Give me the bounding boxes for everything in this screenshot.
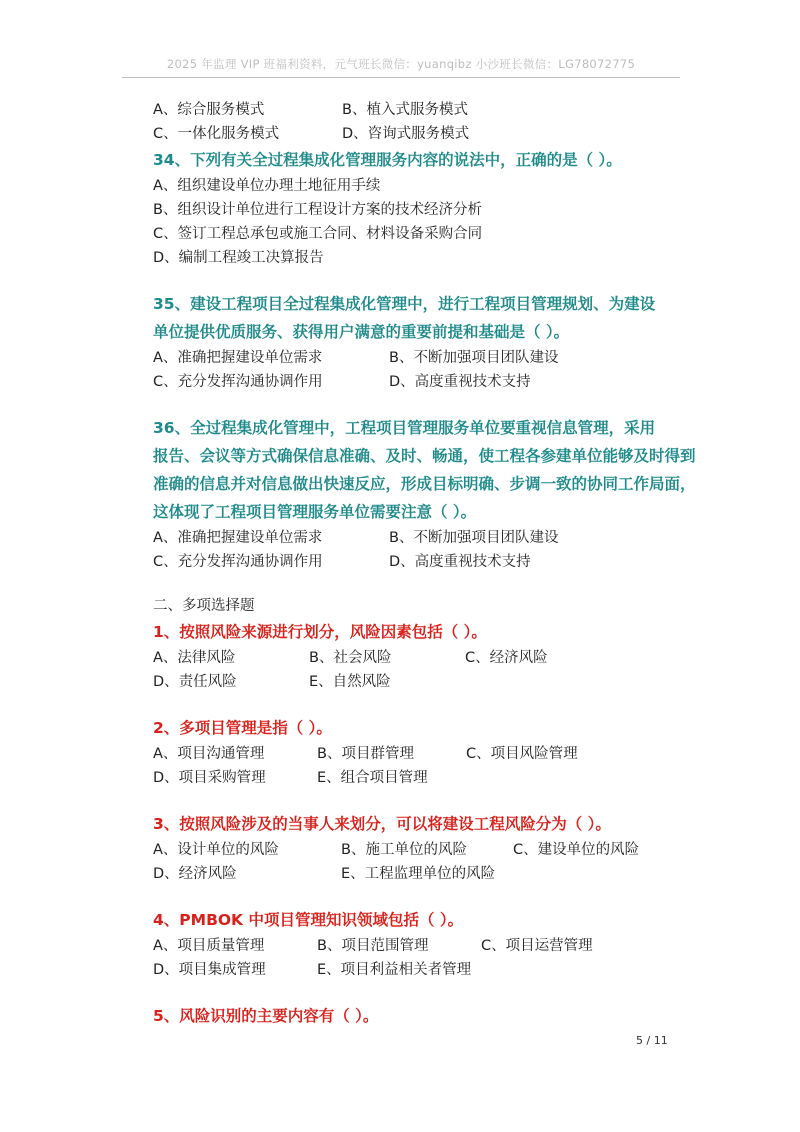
q35-option-d: D、高度重视技术支持	[389, 374, 531, 390]
q34-option-a: A、组织建设单位办理土地征用手续	[153, 178, 381, 194]
m2-option-e: E、组合项目管理	[317, 770, 428, 786]
q35-option-c: C、充分发挥沟通协调作用	[153, 374, 323, 390]
m2-stem: 2、多项目管理是指（ ）。	[153, 719, 332, 737]
m3-option-c: C、建设单位的风险	[513, 842, 640, 858]
q33-option-c: C、一体化服务模式	[153, 126, 280, 142]
m2-options-row-2	[153, 766, 693, 790]
q36-stem-line-2: 报告、会议等方式确保信息准确、及时、畅通，使工程各参建单位能够及时得到	[153, 447, 696, 465]
q34-option-d: D、编制工程竣工决算报告	[153, 250, 324, 266]
q36-option-a: A、准确把握建设单位需求	[153, 530, 323, 546]
q35-stem-line-1: 35、建设工程项目全过程集成化管理中，进行工程项目管理规划、为建设	[153, 295, 656, 313]
m2-option-b: B、项目群管理	[317, 746, 414, 762]
m1-option-b: B、社会风险	[309, 650, 392, 666]
m1-option-e: E、自然风险	[309, 674, 391, 690]
m1-option-d: D、责任风险	[153, 674, 237, 690]
q33-options-row-2	[153, 122, 693, 146]
q35-stem-line-2: 单位提供优质服务、获得用户满意的重要前提和基础是（ ）。	[153, 323, 570, 341]
m3-option-b: B、施工单位的风险	[341, 842, 467, 858]
q35-option-b: B、不断加强项目团队建设	[389, 350, 559, 366]
q36-options-row-2	[153, 550, 693, 574]
q33-options-row-1	[153, 98, 693, 122]
m1-options-row-1	[153, 646, 693, 670]
m2-options-row-1	[153, 742, 693, 766]
m2-option-a: A、项目沟通管理	[153, 746, 265, 762]
m4-option-c: C、项目运营管理	[481, 938, 593, 954]
m3-options-row-2	[153, 862, 693, 886]
q36-stem-line-3: 准确的信息并对信息做出快速反应，形成目标明确、步调一致的协同工作局面，	[153, 475, 696, 493]
page-number: 5 / 11	[636, 1034, 668, 1047]
m1-option-c: C、经济风险	[465, 650, 548, 666]
m3-option-e: E、工程监理单位的风险	[341, 866, 496, 882]
m3-option-a: A、设计单位的风险	[153, 842, 279, 858]
m3-stem: 3、按照风险涉及的当事人来划分，可以将建设工程风险分为（ ）。	[153, 815, 611, 833]
header-divider	[122, 77, 680, 78]
section-title: 二、多项选择题	[153, 598, 255, 614]
m3-options-row-1	[153, 838, 693, 862]
document-body	[153, 98, 696, 1030]
m4-option-b: B、项目范围管理	[317, 938, 429, 954]
m4-option-e: E、项目利益相关者管理	[317, 962, 472, 978]
page-header: 2025 年监理 VIP 班福利资料，元气班长微信：yuanqibz 小沙班长微信：LG78072775	[166, 57, 636, 71]
q35-options-row-1	[153, 346, 693, 370]
q34-option-c: C、签订工程总承包或施工合同、材料设备采购合同	[153, 226, 483, 242]
q36-stem-line-1: 36、全过程集成化管理中，工程项目管理服务单位要重视信息管理，采用	[153, 419, 656, 437]
m4-options-row-1	[153, 934, 693, 958]
q36-option-d: D、高度重视技术支持	[389, 554, 531, 570]
m3-option-d: D、经济风险	[153, 866, 237, 882]
m5-stem: 5、风险识别的主要内容有（ ）。	[153, 1007, 379, 1025]
m4-options-row-2	[153, 958, 693, 982]
q35-options-row-2	[153, 370, 693, 394]
q33-option-a: A、综合服务模式	[153, 102, 265, 118]
q34-stem: 34、下列有关全过程集成化管理服务内容的说法中，正确的是（ ）。	[153, 151, 622, 169]
m4-stem: 4、PMBOK 中项目管理知识领域包括（ ）。	[153, 911, 464, 929]
q36-option-b: B、不断加强项目团队建设	[389, 530, 559, 546]
q33-option-d: D、咨询式服务模式	[342, 126, 470, 142]
m2-option-d: D、项目采购管理	[153, 770, 266, 786]
q33-option-b: B、植入式服务模式	[342, 102, 468, 118]
m1-stem: 1、按照风险来源进行划分，风险因素包括（ ）。	[153, 623, 487, 641]
m2-option-c: C、项目风险管理	[466, 746, 578, 762]
q36-stem-line-4: 这体现了工程项目管理服务单位需要注意（ ）。	[153, 503, 477, 521]
q36-options-row-1	[153, 526, 693, 550]
q34-option-b: B、组织设计单位进行工程设计方案的技术经济分析	[153, 202, 482, 218]
q36-option-c: C、充分发挥沟通协调作用	[153, 554, 323, 570]
q35-option-a: A、准确把握建设单位需求	[153, 350, 323, 366]
m4-option-a: A、项目质量管理	[153, 938, 265, 954]
m1-options-row-2	[153, 670, 693, 694]
m1-option-a: A、法律风险	[153, 650, 236, 666]
m4-option-d: D、项目集成管理	[153, 962, 266, 978]
